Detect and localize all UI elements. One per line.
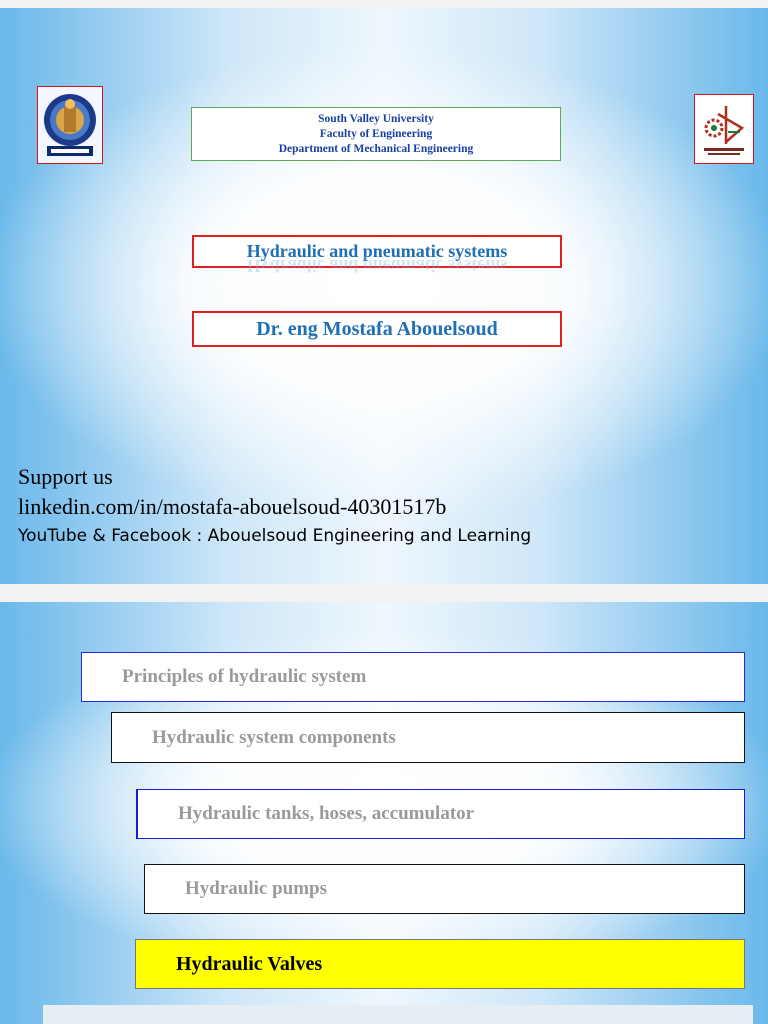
youtube-facebook-line: YouTube & Facebook : Abouelsoud Engineering and Learning — [18, 526, 532, 546]
topic-pumps — [144, 864, 745, 914]
topic-label: Hydraulic pumps — [185, 878, 328, 899]
course-title: Hydraulic and pneumatic systems — [246, 241, 508, 261]
institution-header — [191, 107, 561, 161]
outline-slide — [0, 602, 768, 1024]
author-box — [192, 311, 562, 347]
linkedin-link[interactable]: linkedin.com/in/mostafa-abouelsoud-40301517b — [18, 494, 447, 519]
topic-label: Hydraulic tanks, hoses, accumulator — [178, 803, 475, 824]
department-name: Department of Mechanical Engineering — [278, 143, 474, 155]
faculty-of-engineering-logo — [694, 94, 754, 164]
course-title-box — [192, 235, 562, 276]
course-title-reflection: Hydraulic and pneumatic systems — [246, 256, 508, 276]
topic-label: Hydraulic system components — [152, 726, 396, 748]
slide-footer-bar — [43, 1005, 753, 1024]
topic-components — [111, 712, 745, 763]
support-heading: Support us — [18, 464, 113, 489]
topic-label: Hydraulic Valves — [176, 952, 323, 975]
author-name: Dr. eng Mostafa Abouelsoud — [256, 318, 498, 340]
faculty-name: Faculty of Engineering — [319, 128, 433, 140]
university-name: South Valley University — [318, 113, 434, 125]
topic-principles — [81, 652, 745, 702]
topic-label: Principles of hydraulic system — [122, 666, 367, 687]
title-slide — [0, 8, 768, 584]
university-seal-logo — [37, 86, 103, 164]
topic-valves-current — [135, 939, 745, 989]
topic-tanks-hoses — [136, 789, 745, 839]
